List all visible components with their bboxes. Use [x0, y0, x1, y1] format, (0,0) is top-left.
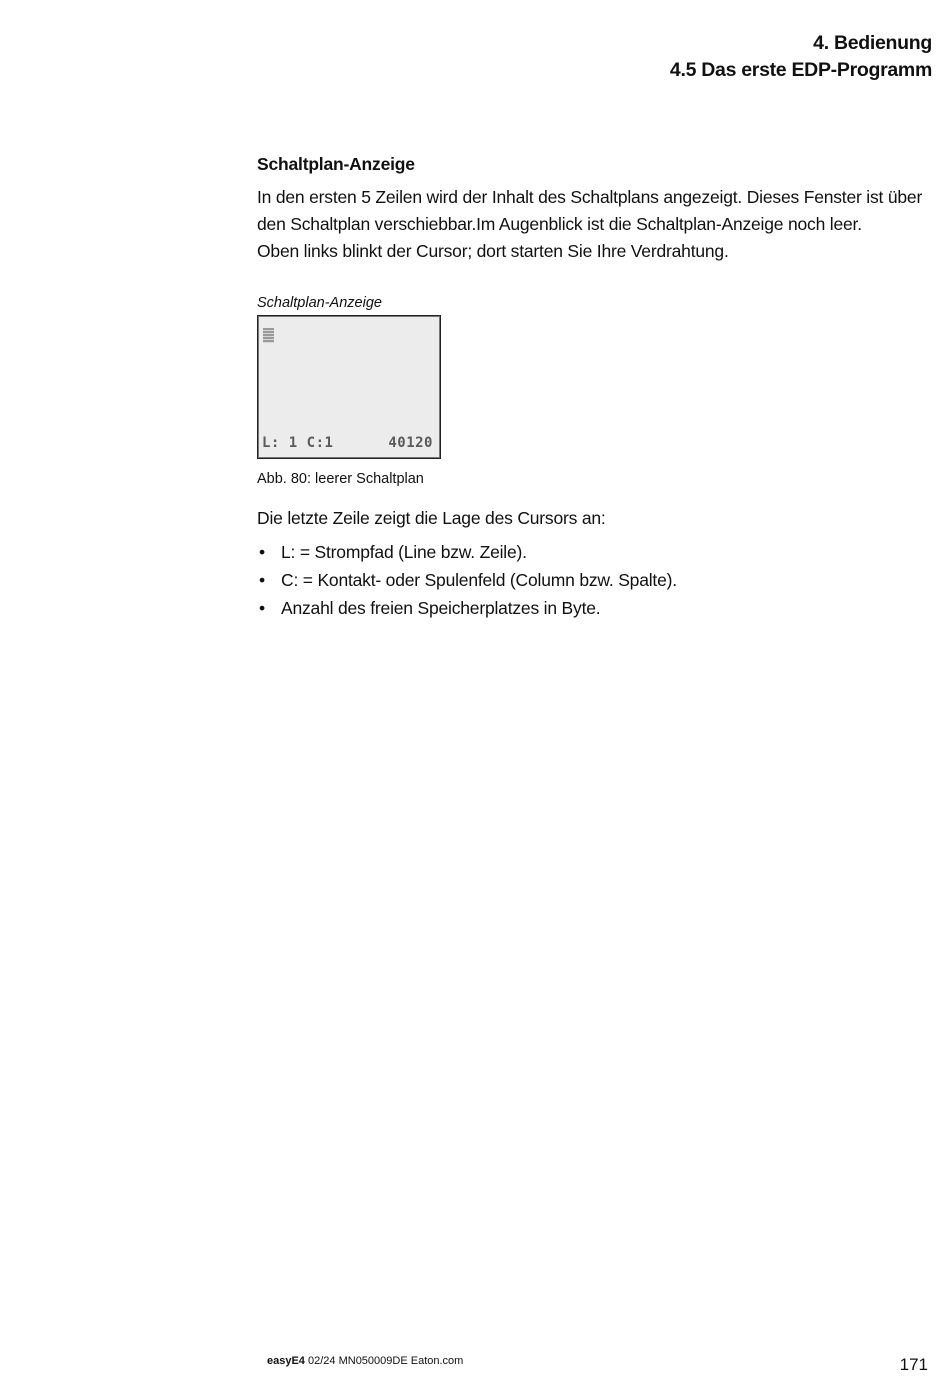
footer-doc-info: 02/24 MN050009DE Eaton.com — [308, 1355, 464, 1367]
list-item-text: L: = Strompfad (Line bzw. Zeile). — [281, 542, 527, 562]
figure-title: Schaltplan-Anzeige — [257, 295, 382, 311]
lcd-display-image — [257, 315, 441, 459]
bullet-icon: • — [259, 542, 265, 562]
list-item — [257, 538, 927, 566]
subsection-heading: Schaltplan-Anzeige — [257, 154, 415, 174]
list-item-text: Anzahl des freien Speicherplatzes in Byte. — [281, 598, 601, 618]
list-item — [257, 566, 927, 594]
chapter-title: 4. Bedienung — [813, 32, 932, 54]
paragraph-1: In den ersten 5 Zeilen wird der Inhalt des Schaltplans angezeigt. Dieses Fenster ist über den Schaltplan verschiebbar.Im Augenblick ist die Schaltplan-Anzeige noch leer. — [257, 187, 923, 234]
page-footer — [267, 1354, 463, 1368]
list-item-text: C: = Kontakt- oder Spulenfeld (Column bzw. Spalte). — [281, 570, 677, 590]
bullet-list — [257, 538, 927, 622]
lcd-status-line — [262, 387, 436, 451]
cursor-icon — [263, 328, 274, 343]
list-intro: Die letzte Zeile zeigt die Lage des Cursors an: — [257, 508, 606, 528]
lcd-status-position: L: 1 C:1 — [262, 435, 334, 451]
list-item — [257, 594, 927, 622]
paragraph-2: Oben links blinkt der Cursor; dort starten Sie Ihre Verdrahtung. — [257, 241, 729, 261]
main-content — [257, 150, 927, 622]
bullet-icon: • — [259, 570, 265, 590]
figure-caption: Abb. 80: leerer Schaltplan — [257, 471, 424, 487]
lcd-status-free-memory: 40120 — [388, 435, 433, 451]
footer-product: easyE4 — [267, 1355, 305, 1367]
page-number: 171 — [899, 1355, 928, 1374]
page-header — [670, 30, 932, 84]
section-title-header: 4.5 Das erste EDP-Programm — [669, 59, 932, 81]
bullet-icon: • — [259, 598, 265, 618]
